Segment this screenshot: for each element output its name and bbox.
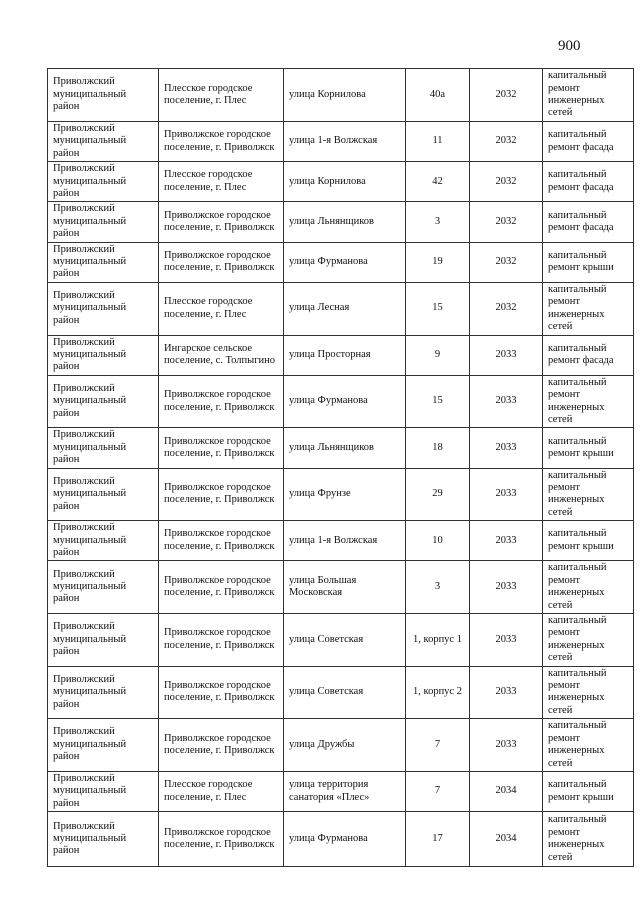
street-cell: улица Льнянщиков xyxy=(284,428,406,468)
table-row xyxy=(48,521,634,561)
district-cell: Приволжский муниципальный район xyxy=(48,614,159,667)
house-number-cell: 19 xyxy=(406,242,470,282)
district-cell: Приволжский муниципальный район xyxy=(48,335,159,375)
house-number-cell: 15 xyxy=(406,282,470,335)
house-number-cell: 18 xyxy=(406,428,470,468)
street-cell: улица территория санатория «Плес» xyxy=(284,771,406,811)
work-type-cell: капитальный ремонт инженерных сетей xyxy=(543,561,634,614)
work-type-cell: капитальный ремонт инженерных сетей xyxy=(543,69,634,122)
street-cell: улица Лесная xyxy=(284,282,406,335)
table-row xyxy=(48,666,634,719)
house-number-cell: 11 xyxy=(406,122,470,162)
work-type-cell: капитальный ремонт фасада xyxy=(543,202,634,242)
year-cell: 2032 xyxy=(470,122,543,162)
year-cell: 2033 xyxy=(470,666,543,719)
work-type-cell: капитальный ремонт инженерных сетей xyxy=(543,468,634,521)
street-cell: улица Советская xyxy=(284,614,406,667)
year-cell: 2032 xyxy=(470,202,543,242)
house-number-cell: 7 xyxy=(406,719,470,772)
house-number-cell: 29 xyxy=(406,468,470,521)
district-cell: Приволжский муниципальный район xyxy=(48,242,159,282)
work-type-cell: капитальный ремонт крыши xyxy=(543,242,634,282)
street-cell: улица Просторная xyxy=(284,335,406,375)
district-cell: Приволжский муниципальный район xyxy=(48,771,159,811)
district-cell: Приволжский муниципальный район xyxy=(48,666,159,719)
table-row xyxy=(48,614,634,667)
year-cell: 2033 xyxy=(470,468,543,521)
settlement-cell: Приволжское городское поселение, г. Приволжск xyxy=(159,521,284,561)
work-type-cell: капитальный ремонт инженерных сетей xyxy=(543,375,634,428)
street-cell: улица Фурманова xyxy=(284,812,406,867)
district-cell: Приволжский муниципальный район xyxy=(48,561,159,614)
district-cell: Приволжский муниципальный район xyxy=(48,282,159,335)
work-type-cell: капитальный ремонт фасада xyxy=(543,122,634,162)
work-type-cell: капитальный ремонт инженерных сетей xyxy=(543,666,634,719)
house-number-cell: 1, корпус 1 xyxy=(406,614,470,667)
settlement-cell: Приволжское городское поселение, г. Приволжск xyxy=(159,202,284,242)
house-number-cell: 10 xyxy=(406,521,470,561)
street-cell: улица Фурманова xyxy=(284,375,406,428)
district-cell: Приволжский муниципальный район xyxy=(48,69,159,122)
year-cell: 2032 xyxy=(470,162,543,202)
work-type-cell: капитальный ремонт фасада xyxy=(543,335,634,375)
year-cell: 2033 xyxy=(470,561,543,614)
street-cell: улица 1-я Волжская xyxy=(284,122,406,162)
street-cell: улица Большая Московская xyxy=(284,561,406,614)
year-cell: 2034 xyxy=(470,812,543,867)
table-row xyxy=(48,282,634,335)
work-type-cell: капитальный ремонт крыши xyxy=(543,771,634,811)
page-number: 900 xyxy=(558,38,581,54)
table-row xyxy=(48,375,634,428)
house-number-cell: 1, корпус 2 xyxy=(406,666,470,719)
work-type-cell: капитальный ремонт крыши xyxy=(543,428,634,468)
year-cell: 2034 xyxy=(470,771,543,811)
settlement-cell: Приволжское городское поселение, г. Приволжск xyxy=(159,719,284,772)
table-row xyxy=(48,69,634,122)
work-type-cell: капитальный ремонт крыши xyxy=(543,521,634,561)
table-row xyxy=(48,122,634,162)
house-number-cell: 7 xyxy=(406,771,470,811)
house-number-cell: 42 xyxy=(406,162,470,202)
year-cell: 2032 xyxy=(470,242,543,282)
settlement-cell: Приволжское городское поселение, г. Приволжск xyxy=(159,666,284,719)
street-cell: улица Советская xyxy=(284,666,406,719)
street-cell: улица Дружбы xyxy=(284,719,406,772)
year-cell: 2033 xyxy=(470,614,543,667)
table-row xyxy=(48,428,634,468)
settlement-cell: Приволжское городское поселение, г. Приволжск xyxy=(159,468,284,521)
table-row xyxy=(48,202,634,242)
street-cell: улица Корнилова xyxy=(284,162,406,202)
settlement-cell: Ингарское сельское поселение, с. Толпыгино xyxy=(159,335,284,375)
table-row xyxy=(48,468,634,521)
street-cell: улица 1-я Волжская xyxy=(284,521,406,561)
year-cell: 2033 xyxy=(470,428,543,468)
street-cell: улица Фрунзе xyxy=(284,468,406,521)
district-cell: Приволжский муниципальный район xyxy=(48,719,159,772)
house-number-cell: 9 xyxy=(406,335,470,375)
street-cell: улица Льнянщиков xyxy=(284,202,406,242)
table-body xyxy=(48,69,634,867)
settlement-cell: Приволжское городское поселение, г. Приволжск xyxy=(159,561,284,614)
table-row xyxy=(48,561,634,614)
settlement-cell: Плесское городское поселение, г. Плес xyxy=(159,162,284,202)
settlement-cell: Приволжское городское поселение, г. Приволжск xyxy=(159,428,284,468)
district-cell: Приволжский муниципальный район xyxy=(48,122,159,162)
settlement-cell: Плесское городское поселение, г. Плес xyxy=(159,69,284,122)
settlement-cell: Приволжское городское поселение, г. Приволжск xyxy=(159,375,284,428)
work-type-cell: капитальный ремонт инженерных сетей xyxy=(543,614,634,667)
house-number-cell: 3 xyxy=(406,561,470,614)
settlement-cell: Плесское городское поселение, г. Плес xyxy=(159,771,284,811)
work-type-cell: капитальный ремонт фасада xyxy=(543,162,634,202)
house-number-cell: 3 xyxy=(406,202,470,242)
year-cell: 2033 xyxy=(470,375,543,428)
work-type-cell: капитальный ремонт инженерных сетей xyxy=(543,719,634,772)
work-type-cell: капитальный ремонт инженерных сетей xyxy=(543,812,634,867)
year-cell: 2032 xyxy=(470,69,543,122)
year-cell: 2033 xyxy=(470,521,543,561)
table-row xyxy=(48,771,634,811)
house-number-cell: 40а xyxy=(406,69,470,122)
table-row xyxy=(48,335,634,375)
district-cell: Приволжский муниципальный район xyxy=(48,812,159,867)
district-cell: Приволжский муниципальный район xyxy=(48,375,159,428)
work-type-cell: капитальный ремонт инженерных сетей xyxy=(543,282,634,335)
settlement-cell: Приволжское городское поселение, г. Приволжск xyxy=(159,614,284,667)
settlement-cell: Приволжское городское поселение, г. Приволжск xyxy=(159,812,284,867)
repair-schedule-table xyxy=(47,68,634,867)
district-cell: Приволжский муниципальный район xyxy=(48,468,159,521)
settlement-cell: Плесское городское поселение, г. Плес xyxy=(159,282,284,335)
table-row xyxy=(48,812,634,867)
street-cell: улица Корнилова xyxy=(284,69,406,122)
district-cell: Приволжский муниципальный район xyxy=(48,162,159,202)
year-cell: 2032 xyxy=(470,282,543,335)
table-row xyxy=(48,242,634,282)
settlement-cell: Приволжское городское поселение, г. Приволжск xyxy=(159,242,284,282)
street-cell: улица Фурманова xyxy=(284,242,406,282)
district-cell: Приволжский муниципальный район xyxy=(48,428,159,468)
year-cell: 2033 xyxy=(470,719,543,772)
house-number-cell: 15 xyxy=(406,375,470,428)
settlement-cell: Приволжское городское поселение, г. Приволжск xyxy=(159,122,284,162)
year-cell: 2033 xyxy=(470,335,543,375)
house-number-cell: 17 xyxy=(406,812,470,867)
district-cell: Приволжский муниципальный район xyxy=(48,202,159,242)
table-row xyxy=(48,719,634,772)
table-row xyxy=(48,162,634,202)
district-cell: Приволжский муниципальный район xyxy=(48,521,159,561)
